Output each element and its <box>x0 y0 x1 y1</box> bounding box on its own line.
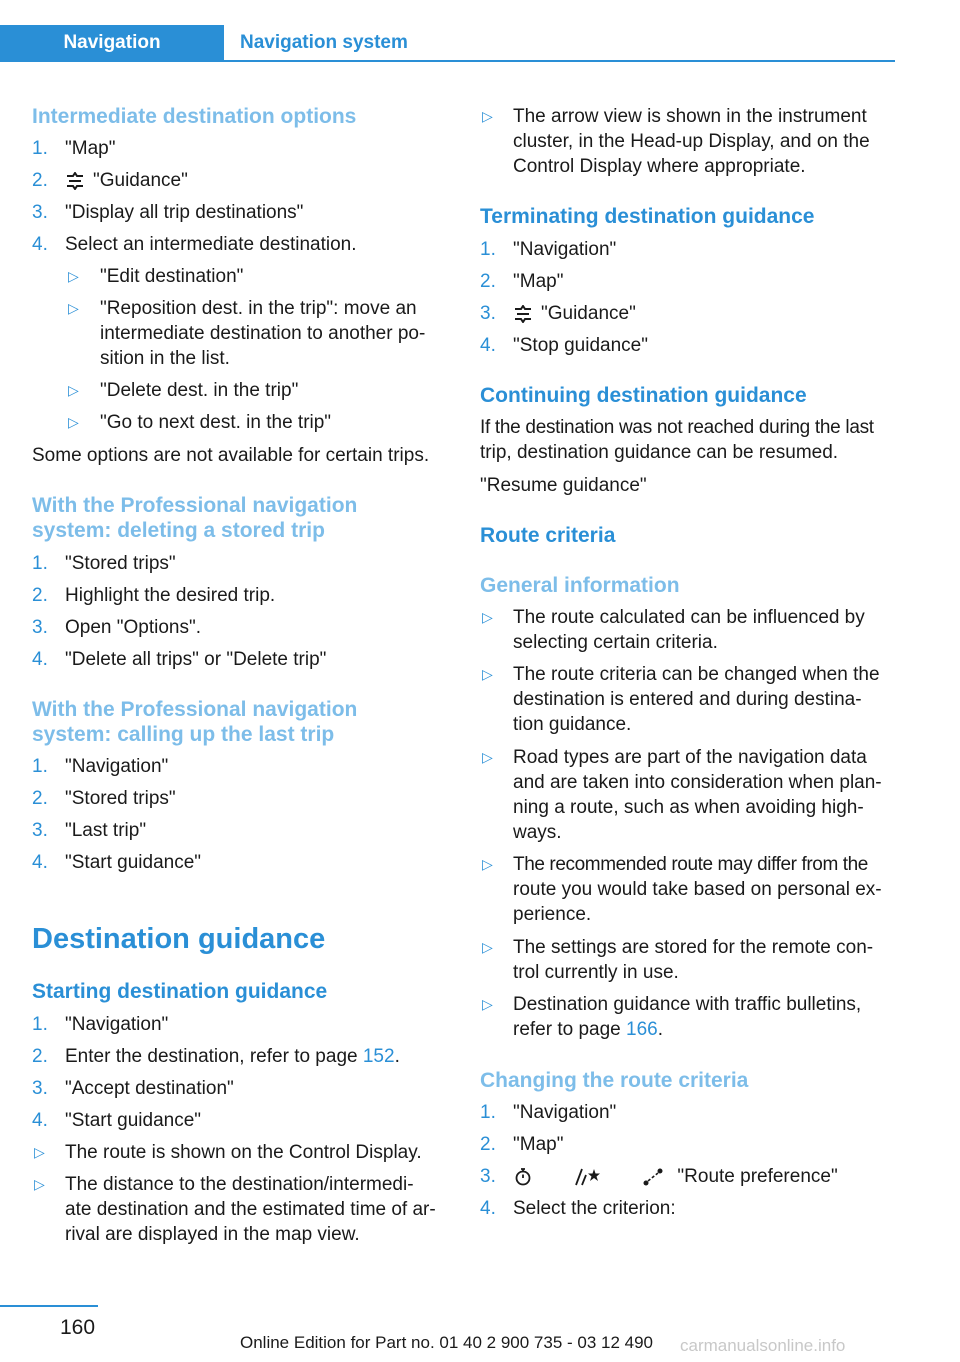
tab-navigation-system-label: Navigation system <box>240 32 408 53</box>
step-text-label: "Route preference" <box>677 1166 838 1187</box>
bullet-triangle-icon: ▷ <box>34 1144 45 1160</box>
bullet-text: ate destination and the estimated time of ar- <box>65 1199 436 1220</box>
bullet-text: "Edit destination" <box>100 266 244 287</box>
bullet-text: sition in the list. <box>100 348 230 369</box>
bullet-text: intermediate destination to another po- <box>100 323 426 344</box>
step-number: 1. <box>32 756 48 777</box>
resume-guidance-text: "Resume guidance" <box>480 475 647 496</box>
footer-rule <box>0 1305 98 1307</box>
step-number: 2. <box>480 271 496 292</box>
bullet-text: route you would take based on personal ex- <box>513 879 882 900</box>
bullet-triangle-icon: ▷ <box>68 382 79 398</box>
step-text: "Start guidance" <box>65 852 202 873</box>
note-text: Some options are not available for certain trips. <box>32 445 430 466</box>
bullet-text: "Reposition dest. in the trip": move an <box>100 298 417 319</box>
step-number: 1. <box>32 138 48 159</box>
heading-intermediate-options: Intermediate destination options <box>32 105 357 128</box>
bullet-text: Road types are part of the navigation data <box>513 747 867 768</box>
bullet-text: cluster, in the Head-up Display, and on the <box>513 131 870 152</box>
heading-terminating-guidance: Terminating destination guidance <box>480 205 815 228</box>
step-text: "Navigation" <box>513 239 617 260</box>
step-number: 2. <box>32 788 48 809</box>
step-number: 3. <box>32 617 48 638</box>
heading-general-information: General information <box>480 574 680 597</box>
step-text <box>513 301 636 326</box>
step-text: "Map" <box>65 138 116 159</box>
step-number: 1. <box>480 239 496 260</box>
bullet-text: perience. <box>513 904 592 925</box>
bullet-triangle-icon: ▷ <box>482 939 493 955</box>
step-text <box>65 1044 400 1069</box>
step-text: "Display all trip destinations" <box>65 202 304 223</box>
bullet-text: The route calculated can be influenced by <box>513 607 865 628</box>
step-text: "Map" <box>513 271 564 292</box>
bullet-text <box>513 1017 663 1042</box>
heading-continuing-guidance: Continuing destination guidance <box>480 384 807 407</box>
step-text: "Stored trips" <box>65 788 176 809</box>
section-title-destination-guidance: Destination guidance <box>32 923 326 955</box>
bullet-text: ways. <box>513 822 562 843</box>
tab-navigation[interactable] <box>0 25 224 61</box>
bullet-text: selecting certain criteria. <box>513 632 718 653</box>
step-number: 3. <box>32 1078 48 1099</box>
step-number: 4. <box>32 852 48 873</box>
step-text: "Stop guidance" <box>513 335 648 356</box>
step-text: "Navigation" <box>513 1102 617 1123</box>
step-number: 4. <box>32 234 48 255</box>
step-text-label: "Guidance" <box>541 303 636 324</box>
bullet-triangle-icon: ▷ <box>482 856 493 872</box>
step-number: 4. <box>480 1198 496 1219</box>
heading-deleting-trip: With the Professional navigation <box>32 494 358 517</box>
bullet-text-label: refer to page <box>513 1019 627 1040</box>
step-text: "Delete all trips" or "Delete trip" <box>65 649 327 670</box>
bullet-text: destination is entered and during destina- <box>513 689 862 710</box>
step-text-label: "Guidance" <box>93 170 188 191</box>
bullet-text: rival are displayed in the map view. <box>65 1224 360 1245</box>
edition-text: Online Edition for Part no. 01 40 2 900 735 - 03 12 490 <box>240 1333 654 1352</box>
highway-star-icon <box>574 1167 604 1187</box>
tab-navigation-system[interactable] <box>240 25 408 61</box>
bullet-triangle-icon: ▷ <box>482 108 493 124</box>
step-text: "Navigation" <box>65 756 169 777</box>
bullet-triangle-icon: ▷ <box>482 749 493 765</box>
step-text: "Stored trips" <box>65 553 176 574</box>
step-number: 4. <box>32 1110 48 1131</box>
step-number: 2. <box>480 1134 496 1155</box>
bullet-text: "Delete dest. in the trip" <box>100 380 299 401</box>
step-text-suffix: . <box>394 1046 400 1067</box>
bullet-text: Destination guidance with traffic bulletins, <box>513 994 862 1015</box>
heading-starting-guidance: Starting destination guidance <box>32 980 328 1003</box>
bullet-text: The route criteria can be changed when the <box>513 664 880 685</box>
body-text: If the destination was not reached during the last <box>480 417 874 438</box>
heading-calling-last-trip-line2: system: calling up the last trip <box>32 723 335 746</box>
step-text <box>513 1164 838 1189</box>
heading-calling-last-trip: With the Professional navigation <box>32 698 358 721</box>
step-text: "Last trip" <box>65 820 147 841</box>
bullet-triangle-icon: ▷ <box>34 1176 45 1192</box>
body-text: trip, destination guidance can be resumed. <box>480 442 839 463</box>
step-number: 2. <box>32 170 48 191</box>
step-number: 3. <box>480 1166 496 1187</box>
step-text <box>65 168 188 193</box>
step-number: 2. <box>32 585 48 606</box>
step-text: "Navigation" <box>65 1014 169 1035</box>
bullet-text: Control Display where appropriate. <box>513 156 806 177</box>
step-number: 3. <box>32 202 48 223</box>
bullet-triangle-icon: ▷ <box>482 609 493 625</box>
bullet-text: The route is shown on the Control Display. <box>65 1142 422 1163</box>
step-number: 1. <box>480 1102 496 1123</box>
page-link-166[interactable]: 166 <box>626 1019 658 1040</box>
bullet-triangle-icon: ▷ <box>68 268 79 284</box>
bullet-triangle-icon: ▷ <box>68 414 79 430</box>
step-text: "Accept destination" <box>65 1078 234 1099</box>
guidance-icon <box>65 172 85 190</box>
bullet-text: The recommended route may differ from the <box>513 854 868 875</box>
bullet-text: The arrow view is shown in the instrument <box>513 106 867 127</box>
bullet-text: The settings are stored for the remote con- <box>513 937 874 958</box>
step-number: 1. <box>32 1014 48 1035</box>
heading-deleting-trip-line2: system: deleting a stored trip <box>32 519 325 542</box>
header-rule <box>0 60 895 62</box>
bullet-triangle-icon: ▷ <box>482 666 493 682</box>
bullet-text: tion guidance. <box>513 714 632 735</box>
bullet-text: The distance to the destination/intermedi- <box>65 1174 414 1195</box>
step-number: 3. <box>32 820 48 841</box>
step-number: 3. <box>480 303 496 324</box>
step-number: 4. <box>32 649 48 670</box>
stopwatch-icon <box>513 1167 533 1187</box>
watermark: carmanualsonline.info <box>680 1336 846 1355</box>
bullet-text: "Go to next dest. in the trip" <box>100 412 332 433</box>
page-number: 160 <box>60 1316 96 1339</box>
step-text: "Map" <box>513 1134 564 1155</box>
page-link-152[interactable]: 152 <box>362 1046 395 1067</box>
bullet-text: and are taken into consideration when plan- <box>513 772 882 793</box>
period: . <box>657 1019 664 1040</box>
step-text: Select an intermediate destination. <box>65 234 357 255</box>
bullet-text: trol currently in use. <box>513 962 679 983</box>
step-text-label: Enter the destination, refer to page <box>65 1046 363 1067</box>
bullet-text: ning a route, such as when avoiding high- <box>513 797 864 818</box>
guidance-icon <box>513 305 533 323</box>
step-text: Select the criterion: <box>513 1198 676 1219</box>
route-icon <box>642 1167 664 1187</box>
step-number: 2. <box>32 1046 48 1067</box>
bullet-triangle-icon: ▷ <box>482 996 493 1012</box>
tab-navigation-label: Navigation <box>63 32 161 53</box>
step-number: 1. <box>32 553 48 574</box>
step-text: Open "Options". <box>65 617 202 638</box>
bullet-triangle-icon: ▷ <box>68 300 79 316</box>
heading-changing-route-criteria: Changing the route criteria <box>480 1069 749 1092</box>
step-number: 4. <box>480 335 496 356</box>
step-text: "Start guidance" <box>65 1110 202 1131</box>
heading-route-criteria: Route criteria <box>480 524 616 547</box>
step-text: Highlight the desired trip. <box>65 585 276 606</box>
